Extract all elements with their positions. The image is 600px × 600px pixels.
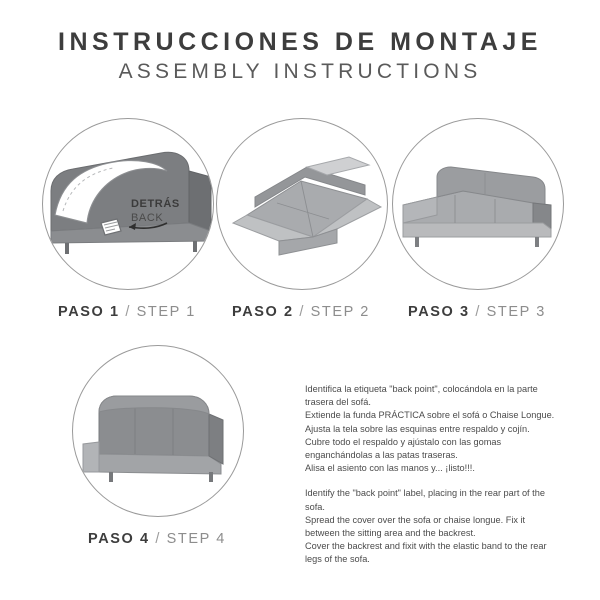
callout-label-english: BACK [131, 212, 164, 224]
sofa-back-with-label-icon [43, 119, 213, 289]
step-4-label-english: STEP 4 [166, 531, 226, 547]
instruction-en-1: Identify the "back point" label, placing in the rear part of the sofa. [305, 488, 545, 512]
instruction-es-1: Identifica la etiqueta "back point", colocándola en la parte trasera del sofá. [305, 384, 538, 408]
step-4 [72, 345, 244, 547]
callout-label-spanish: DETRÁS [131, 198, 180, 210]
step-1-label-spanish: PASO 1 [58, 304, 120, 320]
step-2-caption [216, 304, 386, 320]
step-3-label-english: STEP 3 [486, 304, 546, 320]
cover-spread-over-sofa-icon [217, 119, 387, 289]
step-3-label-spanish: PASO 3 [408, 304, 470, 320]
step-2 [216, 118, 388, 320]
step-1-separator: / [125, 304, 132, 320]
step-2-separator: / [299, 304, 306, 320]
instruction-en-2: Spread the cover over the sofa or chaise longue. Fix it between the sitting area and the backrest. [305, 514, 526, 539]
step-4-illustration [72, 345, 244, 517]
instruction-es-3: Ajusta la tela sobre las esquinas entre respaldo y cojín. [305, 423, 530, 434]
step-2-label-spanish: PASO 2 [232, 304, 294, 320]
step-4-separator: / [155, 531, 162, 547]
step-1 [42, 118, 214, 320]
step-4-caption [72, 531, 242, 547]
step-1-illustration [42, 118, 214, 290]
chaise-longue-covered-icon [393, 119, 563, 289]
instruction-es-2: Extiende la funda PRÁCTICA sobre el sofá o Chaise Longue. [305, 410, 555, 421]
page-title-english: ASSEMBLY INSTRUCTIONS [118, 60, 482, 83]
step-1-callout [131, 197, 180, 225]
step-2-label-english: STEP 2 [310, 304, 370, 320]
step-2-illustration [216, 118, 388, 290]
step-1-label-english: STEP 1 [136, 304, 196, 320]
instructions-text [305, 383, 555, 567]
step-3-separator: / [475, 304, 482, 320]
step-3-caption [392, 304, 562, 320]
step-1-caption [42, 304, 212, 320]
finished-sofa-cover-icon [73, 346, 243, 516]
step-4-label-spanish: PASO 4 [88, 531, 150, 547]
step-3 [392, 118, 564, 320]
step-3-illustration [392, 118, 564, 290]
instruction-en-3: Cover the backrest and fixit with the elastic band to the rear legs of the sofa. [305, 541, 547, 565]
page-title-spanish: INSTRUCCIONES DE MONTAJE [58, 28, 542, 56]
instruction-es-4: Cubre todo el respaldo y ajústalo con las gomas enganchándolas a las patas traseras. [305, 436, 502, 461]
instruction-es-5: Alisa el asiento con las manos y... ¡listo!!!. [305, 463, 475, 474]
text-block-divider [305, 475, 555, 487]
